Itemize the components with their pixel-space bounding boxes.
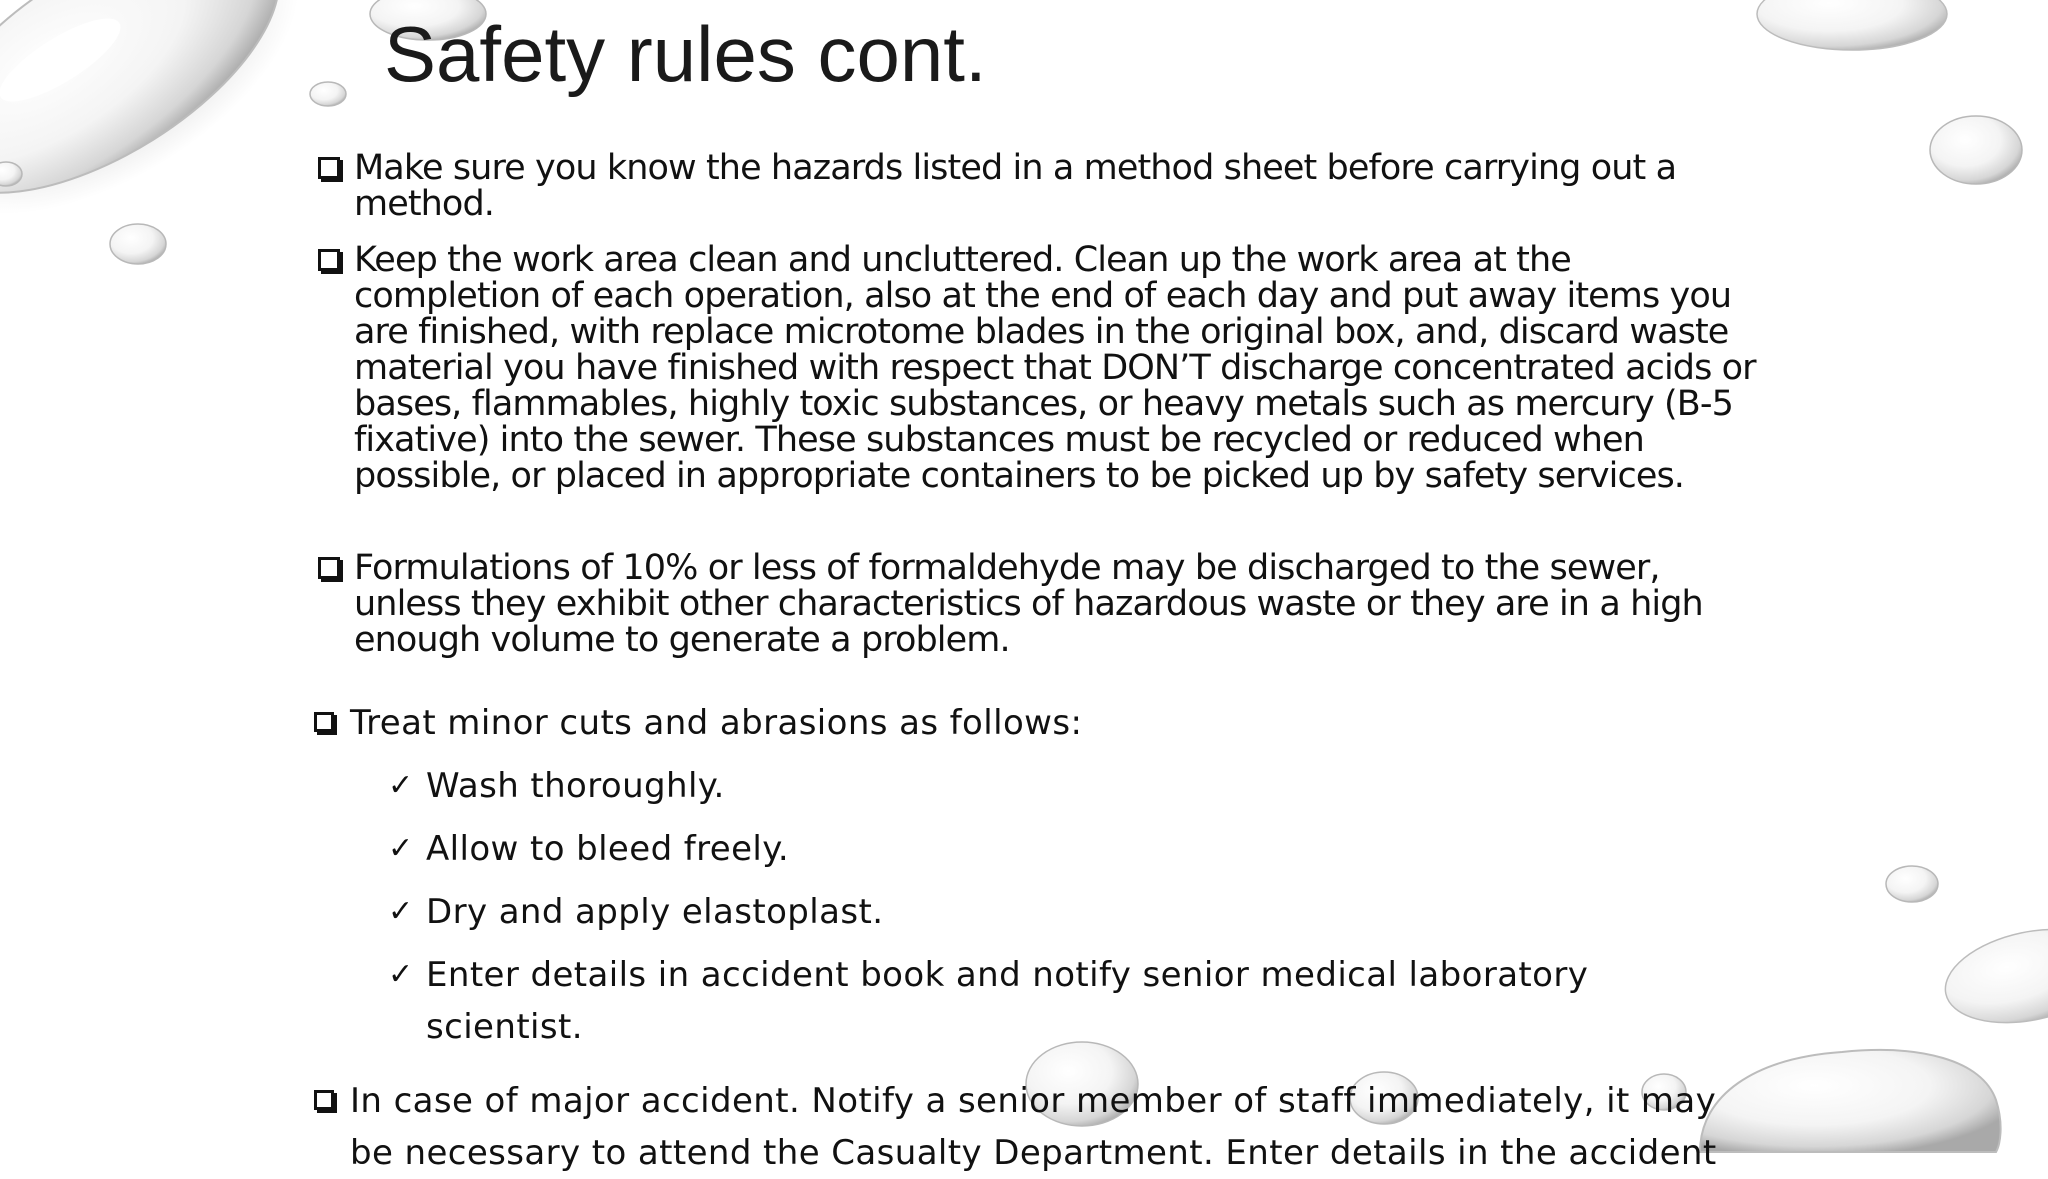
- checkmark-icon: ✓: [388, 768, 414, 803]
- checkbox-bullet-icon: [314, 1090, 334, 1110]
- droplet-right-upper: [1930, 116, 2022, 184]
- sub-item-dry: [388, 886, 1688, 938]
- bullet-major-accident: [314, 1075, 1734, 1179]
- checkbox-bullet-icon: [318, 157, 340, 179]
- bullet-text: Formulations of 10% or less of formaldehyde may be discharged to the sewer, unless they exhibit other characteristics of hazardous waste or they are in a high enough volume to generate a problem.: [354, 548, 1703, 660]
- bullet-text: In case of major accident. Notify a senior member of staff immediately, it may be necessary to attend the Casualty Department. Enter details in the accident: [350, 1081, 1717, 1173]
- droplet-top-right: [1757, 0, 1947, 50]
- checkbox-bullet-icon: [314, 712, 334, 732]
- bullet-hazards: [318, 150, 1758, 222]
- slide-title: Safety rules cont.: [384, 10, 987, 98]
- bullet-text: Treat minor cuts and abrasions as follows:: [350, 703, 1083, 743]
- sub-item-text: Enter details in accident book and notify senior medical laboratory scientist.: [426, 955, 1589, 1047]
- sub-item-text: Wash thoroughly.: [426, 766, 725, 806]
- droplet-right-mid-edge: [1937, 915, 2048, 1037]
- checkmark-icon: ✓: [388, 957, 414, 992]
- droplet-top-left-small: [310, 82, 346, 106]
- droplet-left-mid: [110, 224, 166, 264]
- checkbox-bullet-icon: [318, 249, 340, 271]
- bullet-text: Keep the work area clean and uncluttered. Clean up the work area at the completion of each operation, also at the end of each day and put away items you are finished, with replace microtome blades in the original box, and, discard waste material you have finished with respect that DON’T discharge concentrated acids or bases, flammables, highly toxic substances, or heavy metals such as mercury (B-5 fixative) into the sewer. These substances must be recycled or reduced when possible, or placed in appropriate containers to be picked up by safety services.: [354, 240, 1756, 496]
- bullet-text: Make sure you know the hazards listed in a method sheet before carrying out a method.: [354, 148, 1677, 224]
- bullet-minor-cuts: [314, 697, 1754, 749]
- checkmark-icon: ✓: [388, 831, 414, 866]
- droplet-right-mid-small: [1886, 866, 1938, 902]
- sub-item-wash: [388, 760, 1688, 812]
- bullet-work-area: [318, 242, 1758, 494]
- sub-item-accident-book: [388, 949, 1688, 1053]
- sub-item-text: Dry and apply elastoplast.: [426, 892, 884, 932]
- droplet-bottom-right-large: [1700, 1050, 2001, 1152]
- sub-item-text: Allow to bleed freely.: [426, 829, 790, 869]
- checkmark-icon: ✓: [388, 894, 414, 929]
- bullet-formulations: [318, 550, 1758, 658]
- sub-item-bleed: [388, 823, 1688, 875]
- droplet-top-left-large: [0, 0, 345, 271]
- checkbox-bullet-icon: [318, 557, 340, 579]
